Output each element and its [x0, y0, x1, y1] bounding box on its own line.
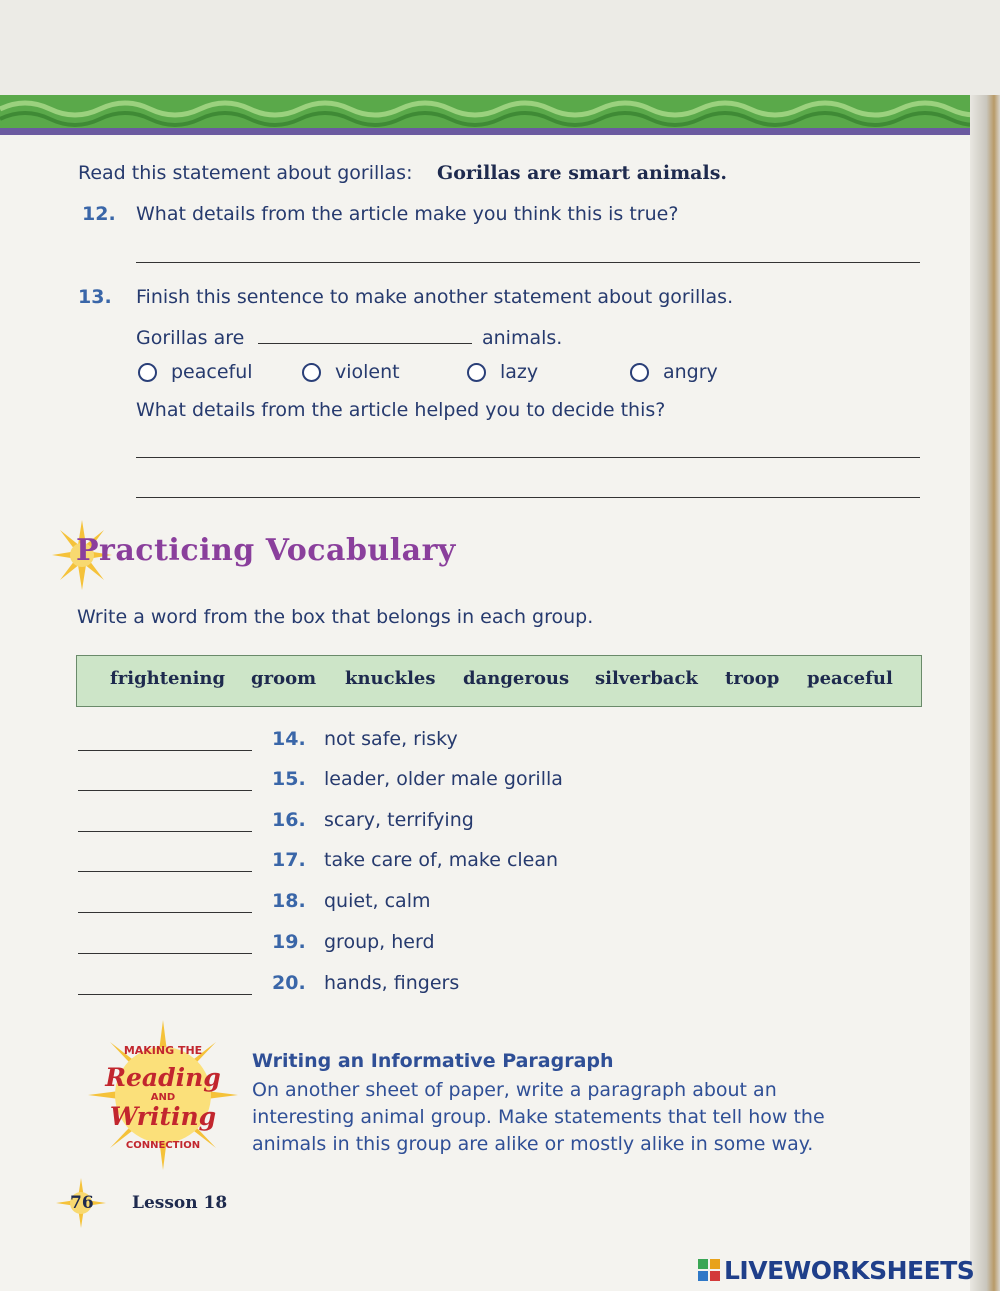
sentence-blank[interactable] [258, 343, 472, 344]
page-top-margin [0, 0, 1000, 95]
list-item [0, 728, 600, 758]
list-item [0, 768, 600, 798]
radio-icon[interactable] [302, 363, 321, 382]
vocab-item-number: 15. [272, 768, 306, 790]
sentence-start: Gorillas are [136, 327, 245, 349]
brand-name[interactable]: LIVEWORKSHEETS [724, 1256, 975, 1285]
vocab-item-clue: group, herd [324, 931, 435, 953]
option-label: lazy [500, 361, 539, 383]
vocab-item-number: 19. [272, 931, 306, 953]
vocab-answer-line[interactable] [78, 871, 252, 872]
vocab-answer-line[interactable] [78, 790, 252, 791]
question-13-text: Finish this sentence to make another statement about gorillas. [136, 286, 734, 308]
badge-making-the: MAKING THE [123, 1044, 203, 1057]
word-bank-item: frightening [110, 668, 226, 689]
word-bank [76, 655, 922, 707]
page-number: 76 [70, 1193, 94, 1213]
answer-line-12[interactable] [136, 262, 920, 263]
answer-line-13b[interactable] [136, 497, 920, 498]
decorative-wave-band [0, 95, 975, 135]
vocab-item-clue: take care of, make clean [324, 849, 559, 871]
vocabulary-instructions: Write a word from the box that belongs in each group. [77, 606, 594, 628]
option-label: peaceful [171, 361, 253, 383]
list-item [0, 972, 600, 1002]
writing-line-3: animals in this group are alike or mostly alike in some way. [252, 1133, 814, 1155]
list-item [0, 849, 600, 879]
word-bank-item: dangerous [463, 668, 570, 689]
option-lazy[interactable] [467, 361, 538, 383]
vocab-item-clue: scary, terrifying [324, 809, 474, 831]
answer-line-13a[interactable] [136, 457, 920, 458]
vocab-item-clue: leader, older male gorilla [324, 768, 563, 790]
vocab-item-number: 14. [272, 728, 306, 750]
vocab-answer-line[interactable] [78, 994, 252, 995]
radio-icon[interactable] [630, 363, 649, 382]
list-item [0, 890, 600, 920]
writing-line-2: interesting animal group. Make statements that tell how the [252, 1106, 825, 1128]
vocabulary-title: Practicing Vocabulary [76, 533, 456, 568]
word-bank-item: peaceful [807, 668, 893, 689]
badge-and: AND [150, 1092, 176, 1103]
vocab-answer-line[interactable] [78, 953, 252, 954]
list-item [0, 809, 600, 839]
word-bank-item: knuckles [345, 668, 436, 689]
vocab-item-clue: hands, fingers [324, 972, 460, 994]
option-peaceful[interactable] [138, 361, 253, 383]
question-13-number: 13. [78, 286, 112, 308]
badge-writing: Writing [109, 1102, 217, 1131]
vocab-answer-line[interactable] [78, 750, 252, 751]
question-13-followup: What details from the article helped you to decide this? [136, 399, 666, 421]
statement-intro: Read this statement about gorillas: [78, 162, 413, 184]
badge-reading: Reading [105, 1063, 221, 1092]
vocab-answer-line[interactable] [78, 912, 252, 913]
vocab-item-number: 20. [272, 972, 306, 994]
radio-icon[interactable] [138, 363, 157, 382]
lesson-label: Lesson 18 [132, 1193, 228, 1213]
vocab-item-number: 17. [272, 849, 306, 871]
reading-writing-connection-badge [88, 1020, 238, 1170]
word-bank-item: silverback [595, 668, 698, 689]
word-bank-item: groom [251, 668, 317, 689]
list-item [0, 931, 600, 961]
vocab-item-number: 16. [272, 809, 306, 831]
statement-claim: Gorillas are smart animals. [437, 162, 728, 184]
sentence-end: animals. [482, 327, 563, 349]
writing-heading: Writing an Informative Paragraph [252, 1050, 614, 1072]
word-bank-item: troop [725, 668, 780, 689]
vocab-answer-line[interactable] [78, 831, 252, 832]
option-label: violent [335, 361, 400, 383]
badge-connection: CONNECTION [125, 1140, 201, 1151]
option-angry[interactable] [630, 361, 718, 383]
vocab-item-clue: quiet, calm [324, 890, 431, 912]
writing-line-1: On another sheet of paper, write a paragraph about an [252, 1079, 777, 1101]
question-12-text: What details from the article make you think this is true? [136, 203, 679, 225]
page-binding-edge [970, 95, 1000, 1291]
option-violent[interactable] [302, 361, 400, 383]
liveworksheets-logo-icon [698, 1259, 720, 1281]
question-12-number: 12. [82, 203, 116, 225]
radio-icon[interactable] [467, 363, 486, 382]
vocab-item-number: 18. [272, 890, 306, 912]
vocab-item-clue: not safe, risky [324, 728, 458, 750]
option-label: angry [663, 361, 718, 383]
